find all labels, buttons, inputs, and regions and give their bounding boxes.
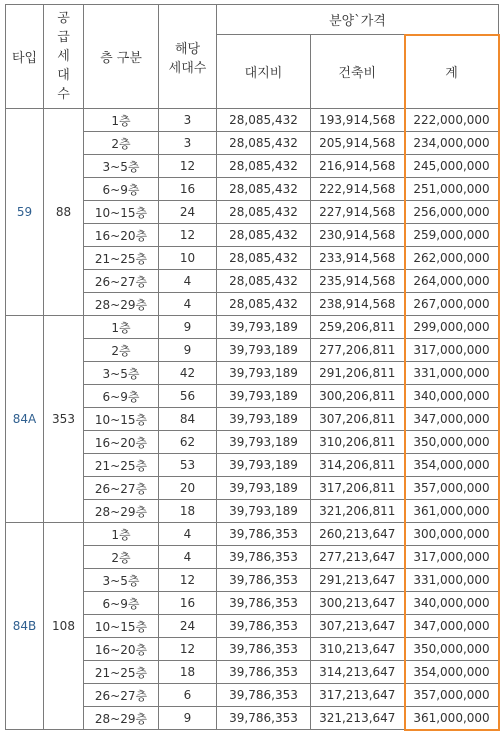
header-supply-char: 공: [57, 11, 70, 26]
cell-total: 300,000,000: [405, 523, 499, 546]
cell-land: 28,085,432: [217, 132, 311, 155]
cell-total: 357,000,000: [405, 477, 499, 500]
cell-floor: 6~9층: [84, 178, 159, 201]
header-type: 타입: [6, 5, 44, 109]
cell-type: 59: [6, 109, 44, 316]
header-households-line: 해당: [174, 41, 201, 57]
cell-floor: 26~27층: [84, 684, 159, 707]
cell-building: 291,213,647: [311, 569, 405, 592]
cell-type: 84B: [6, 523, 44, 730]
cell-total: 259,000,000: [405, 224, 499, 247]
cell-land: 39,786,353: [217, 661, 311, 684]
cell-households: 53: [159, 454, 217, 477]
cell-building: 300,206,811: [311, 385, 405, 408]
cell-total: 354,000,000: [405, 454, 499, 477]
cell-supply: 353: [44, 316, 84, 523]
cell-floor: 3~5층: [84, 155, 159, 178]
cell-total: 347,000,000: [405, 615, 499, 638]
cell-building: 260,213,647: [311, 523, 405, 546]
cell-floor: 10~15층: [84, 615, 159, 638]
cell-land: 28,085,432: [217, 155, 311, 178]
cell-land: 28,085,432: [217, 293, 311, 316]
header-total: 계: [405, 35, 499, 109]
cell-floor: 1층: [84, 109, 159, 132]
cell-building: 222,914,568: [311, 178, 405, 201]
cell-floor: 26~27층: [84, 477, 159, 500]
cell-land: 39,793,189: [217, 477, 311, 500]
price-table-body: [6, 109, 499, 730]
cell-building: 307,206,811: [311, 408, 405, 431]
cell-households: 12: [159, 155, 217, 178]
cell-total: 361,000,000: [405, 707, 499, 730]
cell-floor: 10~15층: [84, 201, 159, 224]
cell-households: 18: [159, 661, 217, 684]
cell-building: 291,206,811: [311, 362, 405, 385]
header-supply-char: 대: [57, 68, 70, 83]
cell-households: 24: [159, 615, 217, 638]
cell-total: 317,000,000: [405, 546, 499, 569]
cell-building: 310,213,647: [311, 638, 405, 661]
cell-land: 39,786,353: [217, 523, 311, 546]
cell-land: 39,793,189: [217, 339, 311, 362]
cell-building: 233,914,568: [311, 247, 405, 270]
cell-total: 331,000,000: [405, 569, 499, 592]
cell-type: 84A: [6, 316, 44, 523]
cell-floor: 28~29층: [84, 707, 159, 730]
cell-floor: 1층: [84, 316, 159, 339]
cell-building: 300,213,647: [311, 592, 405, 615]
cell-households: 16: [159, 178, 217, 201]
header-households-line: 세대수: [168, 60, 207, 76]
cell-building: 205,914,568: [311, 132, 405, 155]
cell-land: 28,085,432: [217, 109, 311, 132]
cell-building: 317,213,647: [311, 684, 405, 707]
cell-households: 84: [159, 408, 217, 431]
cell-floor: 2층: [84, 132, 159, 155]
cell-total: 267,000,000: [405, 293, 499, 316]
cell-land: 28,085,432: [217, 270, 311, 293]
cell-floor: 6~9층: [84, 592, 159, 615]
cell-floor: 21~25층: [84, 661, 159, 684]
cell-building: 227,914,568: [311, 201, 405, 224]
cell-households: 9: [159, 316, 217, 339]
cell-households: 4: [159, 546, 217, 569]
cell-households: 3: [159, 109, 217, 132]
cell-land: 39,786,353: [217, 615, 311, 638]
header-supply-char: 수: [57, 87, 70, 102]
cell-building: 235,914,568: [311, 270, 405, 293]
cell-land: 28,085,432: [217, 247, 311, 270]
cell-total: 331,000,000: [405, 362, 499, 385]
cell-households: 42: [159, 362, 217, 385]
cell-land: 39,786,353: [217, 684, 311, 707]
cell-total: 262,000,000: [405, 247, 499, 270]
header-supply-households: [44, 5, 84, 109]
header-land: 대지비: [217, 35, 311, 109]
cell-building: 238,914,568: [311, 293, 405, 316]
cell-total: 256,000,000: [405, 201, 499, 224]
cell-building: 314,206,811: [311, 454, 405, 477]
cell-building: 277,206,811: [311, 339, 405, 362]
cell-land: 39,793,189: [217, 408, 311, 431]
cell-floor: 16~20층: [84, 431, 159, 454]
cell-households: 9: [159, 707, 217, 730]
cell-total: 357,000,000: [405, 684, 499, 707]
cell-building: 321,206,811: [311, 500, 405, 523]
cell-land: 39,793,189: [217, 454, 311, 477]
cell-households: 4: [159, 523, 217, 546]
cell-floor: 16~20층: [84, 224, 159, 247]
cell-floor: 3~5층: [84, 362, 159, 385]
cell-land: 28,085,432: [217, 201, 311, 224]
cell-total: 299,000,000: [405, 316, 499, 339]
cell-floor: 28~29층: [84, 293, 159, 316]
cell-total: 361,000,000: [405, 500, 499, 523]
cell-total: 354,000,000: [405, 661, 499, 684]
cell-floor: 1층: [84, 523, 159, 546]
cell-total: 350,000,000: [405, 431, 499, 454]
cell-building: 193,914,568: [311, 109, 405, 132]
cell-households: 16: [159, 592, 217, 615]
cell-land: 39,793,189: [217, 500, 311, 523]
cell-households: 12: [159, 638, 217, 661]
cell-land: 39,793,189: [217, 316, 311, 339]
cell-building: 321,213,647: [311, 707, 405, 730]
cell-land: 39,786,353: [217, 592, 311, 615]
cell-total: 264,000,000: [405, 270, 499, 293]
cell-floor: 21~25층: [84, 247, 159, 270]
cell-households: 62: [159, 431, 217, 454]
cell-households: 6: [159, 684, 217, 707]
cell-building: 230,914,568: [311, 224, 405, 247]
header-price: 분양`가격: [217, 5, 499, 35]
cell-floor: 2층: [84, 339, 159, 362]
table-row: [6, 109, 499, 132]
cell-land: 39,793,189: [217, 385, 311, 408]
cell-households: 3: [159, 132, 217, 155]
cell-building: 314,213,647: [311, 661, 405, 684]
header-floor: 층 구분: [84, 5, 159, 109]
cell-land: 39,786,353: [217, 638, 311, 661]
cell-building: 277,213,647: [311, 546, 405, 569]
cell-total: 234,000,000: [405, 132, 499, 155]
table-row: [6, 523, 499, 546]
cell-building: 307,213,647: [311, 615, 405, 638]
cell-building: 259,206,811: [311, 316, 405, 339]
cell-households: 12: [159, 569, 217, 592]
cell-land: 28,085,432: [217, 178, 311, 201]
price-table: [5, 4, 500, 731]
price-table-container: [5, 4, 500, 731]
cell-households: 56: [159, 385, 217, 408]
cell-land: 39,793,189: [217, 431, 311, 454]
cell-total: 251,000,000: [405, 178, 499, 201]
cell-land: 39,793,189: [217, 362, 311, 385]
cell-building: 310,206,811: [311, 431, 405, 454]
cell-households: 20: [159, 477, 217, 500]
cell-supply: 88: [44, 109, 84, 316]
cell-floor: 2층: [84, 546, 159, 569]
header-supply-char: 세: [57, 49, 70, 64]
cell-households: 18: [159, 500, 217, 523]
cell-households: 4: [159, 270, 217, 293]
cell-supply: 108: [44, 523, 84, 730]
cell-floor: 26~27층: [84, 270, 159, 293]
cell-households: 10: [159, 247, 217, 270]
cell-building: 216,914,568: [311, 155, 405, 178]
cell-land: 39,786,353: [217, 569, 311, 592]
cell-floor: 16~20층: [84, 638, 159, 661]
cell-land: 39,786,353: [217, 546, 311, 569]
cell-floor: 10~15층: [84, 408, 159, 431]
cell-floor: 6~9층: [84, 385, 159, 408]
cell-total: 222,000,000: [405, 109, 499, 132]
cell-total: 317,000,000: [405, 339, 499, 362]
cell-households: 4: [159, 293, 217, 316]
cell-total: 340,000,000: [405, 592, 499, 615]
cell-total: 347,000,000: [405, 408, 499, 431]
cell-land: 39,786,353: [217, 707, 311, 730]
cell-building: 317,206,811: [311, 477, 405, 500]
header-households: [159, 5, 217, 109]
header-supply-char: 급: [57, 30, 70, 45]
cell-total: 245,000,000: [405, 155, 499, 178]
cell-land: 28,085,432: [217, 224, 311, 247]
cell-total: 340,000,000: [405, 385, 499, 408]
table-row: [6, 316, 499, 339]
cell-total: 350,000,000: [405, 638, 499, 661]
cell-households: 9: [159, 339, 217, 362]
cell-floor: 28~29층: [84, 500, 159, 523]
cell-floor: 21~25층: [84, 454, 159, 477]
cell-households: 12: [159, 224, 217, 247]
cell-floor: 3~5층: [84, 569, 159, 592]
header-building: 건축비: [311, 35, 405, 109]
cell-households: 24: [159, 201, 217, 224]
